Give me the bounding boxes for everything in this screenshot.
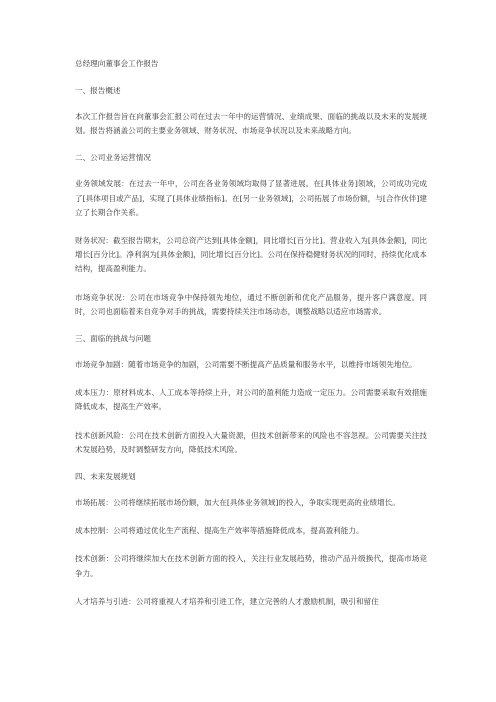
section-heading: 三、面临的挑战与问题 — [75, 334, 151, 344]
paragraph: 技术创新风险：公司在技术创新方面投入大量资源，但技术创新带来的风险也不容忽视。公司需要关注技术发展趋势，及时调整研发方向，降低技术风险。 — [75, 430, 427, 454]
paragraph: 本次工作报告旨在向董事会汇报公司在过去一年中的运营情况、业绩成果、面临的挑战以及未来的发展规划。报告将涵盖公司的主要业务领域、财务状况、市场竞争状况以及未来战略方向。 — [75, 112, 427, 136]
section-heading: 四、未来发展规划 — [75, 472, 136, 482]
section-challenges — [75, 333, 427, 457]
paragraph: 人才培养与引进：公司将重视人才培养和引进工作，建立完善的人才激励机制，吸引和留住 — [75, 596, 379, 606]
paragraph: 市场竞争加剧：随着市场竞争的加剧，公司需要不断提高产品质量和服务水平，以维持市场领先地位。 — [75, 360, 417, 370]
section-overview — [75, 85, 427, 138]
paragraph: 财务状况：截至报告期末，公司总资产达到[具体金额]，同比增长[百分比]。营业收入为[具体金额]，同比增长[百分比]。净利润为[具体金额]，同比增长[百分比]。公司在保持稳健财务状况的同时，持续优化成本结构，提高盈利能力。 — [75, 236, 427, 274]
paragraph: 成本压力：原材料成本、人工成本等持续上升，对公司的盈利能力造成一定压力。公司需要采取有效措施降低成本，提高生产效率。 — [75, 388, 427, 412]
section-operations — [75, 152, 427, 319]
section-heading: 一、报告概述 — [75, 86, 121, 95]
paragraph: 技术创新：公司将继续加大在技术创新方面的投入，关注行业发展趋势，推动产品升级换代，提高市场竞争力。 — [75, 554, 427, 578]
paragraph: 成本控制：公司将通过优化生产流程、提高生产效率等措施降低成本，提高盈利能力。 — [75, 526, 364, 536]
document-title: 总经理向董事会工作报告 — [75, 59, 159, 68]
paragraph: 市场竞争状况：公司在市场竞争中保持领先地位，通过不断创新和优化产品服务，提升客户满意度。同时，公司也面临着来自竞争对手的挑战，需要持续关注市场动态，调整战略以适应市场需求。 — [75, 292, 427, 316]
section-heading: 二、公司业务运营情况 — [75, 153, 151, 163]
document-page — [75, 58, 427, 623]
section-future-plan — [75, 471, 427, 609]
paragraph: 市场拓展：公司将继续拓展市场份额，加大在[具体业务领域]的投入，争取实现更高的业绩增长。 — [75, 498, 400, 508]
paragraph: 业务领域发展：在过去一年中，公司在各业务领域均取得了显著进展。在[具体业务]领域，公司成功完成了[具体项目或产品]，实现了[具体业绩指标]。在[另一业务领域]，公司拓展了市场份额，与[合作伙伴]建立了长期合作关系。 — [75, 179, 427, 217]
